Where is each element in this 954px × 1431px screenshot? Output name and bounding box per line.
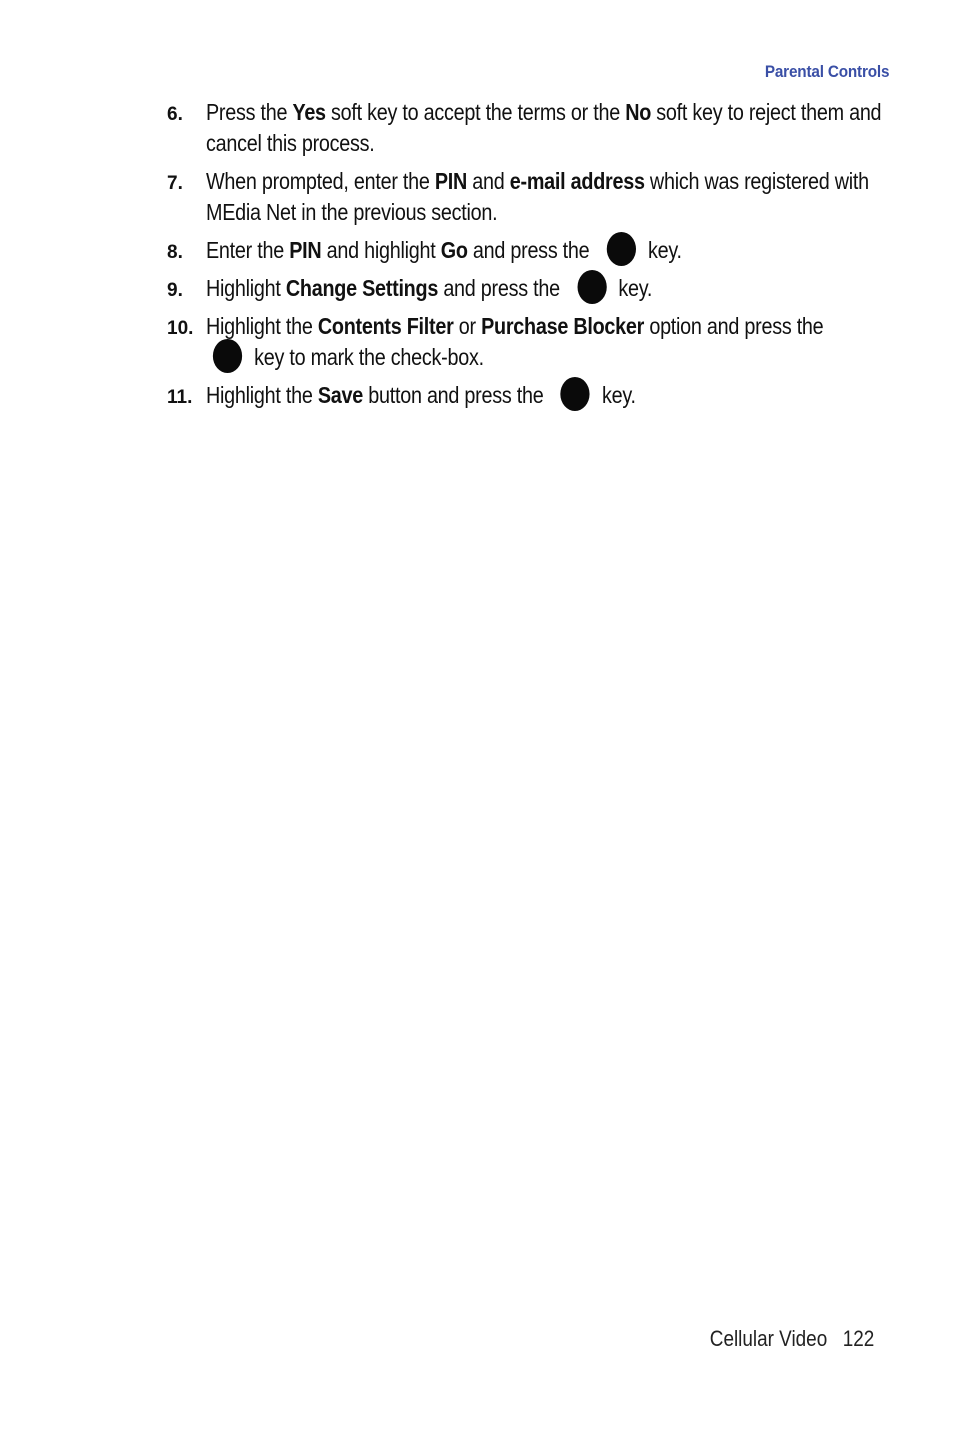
step-6: [167, 97, 897, 159]
ok-key-icon: [607, 232, 636, 266]
term-email-address: e-mail address: [509, 168, 645, 194]
step-number: 11.: [167, 387, 193, 408]
softkey-no: No: [625, 99, 652, 125]
step-text: Highlight the Contents Filter or Purchase Blocker option and press the key to mark the check-box.: [206, 311, 895, 373]
step-text: Highlight Change Settings and press the key.: [206, 273, 895, 304]
step-9: [167, 273, 897, 304]
instruction-steps: [167, 97, 897, 418]
step-number: 8.: [167, 242, 183, 263]
term-change-settings: Change Settings: [285, 275, 439, 301]
ok-key-icon: [577, 270, 606, 304]
chapter-name: Cellular Video: [709, 1326, 827, 1351]
page-footer: [709, 1326, 874, 1352]
step-11: [167, 380, 897, 411]
term-pin: PIN: [434, 168, 468, 194]
step-8: [167, 235, 897, 266]
term-purchase-blocker: Purchase Blocker: [481, 313, 645, 339]
term-save: Save: [317, 382, 364, 408]
term-contents-filter: Contents Filter: [317, 313, 454, 339]
step-number: 6.: [167, 104, 183, 125]
running-header: [765, 62, 889, 82]
step-7: [167, 166, 897, 228]
softkey-yes: Yes: [292, 99, 326, 125]
step-text: Enter the PIN and highlight Go and press the key.: [206, 235, 895, 266]
ok-key-icon: [213, 339, 242, 373]
section-title: Parental Controls: [764, 62, 889, 81]
step-text: Press the Yes soft key to accept the terms or the No soft key to reject them and cancel this process.: [206, 99, 882, 156]
term-pin: PIN: [289, 237, 322, 263]
ok-key-icon: [561, 377, 590, 411]
step-number: 7.: [167, 173, 183, 194]
term-go: Go: [440, 237, 468, 263]
step-number: 10.: [167, 318, 194, 339]
page-number: 122: [842, 1326, 874, 1351]
step-text: Highlight the Save button and press the key.: [206, 380, 895, 411]
step-number: 9.: [167, 280, 183, 301]
step-10: [167, 311, 897, 373]
step-text: When prompted, enter the PIN and e-mail address which was registered with MEdia Net in the previous section.: [206, 168, 869, 225]
